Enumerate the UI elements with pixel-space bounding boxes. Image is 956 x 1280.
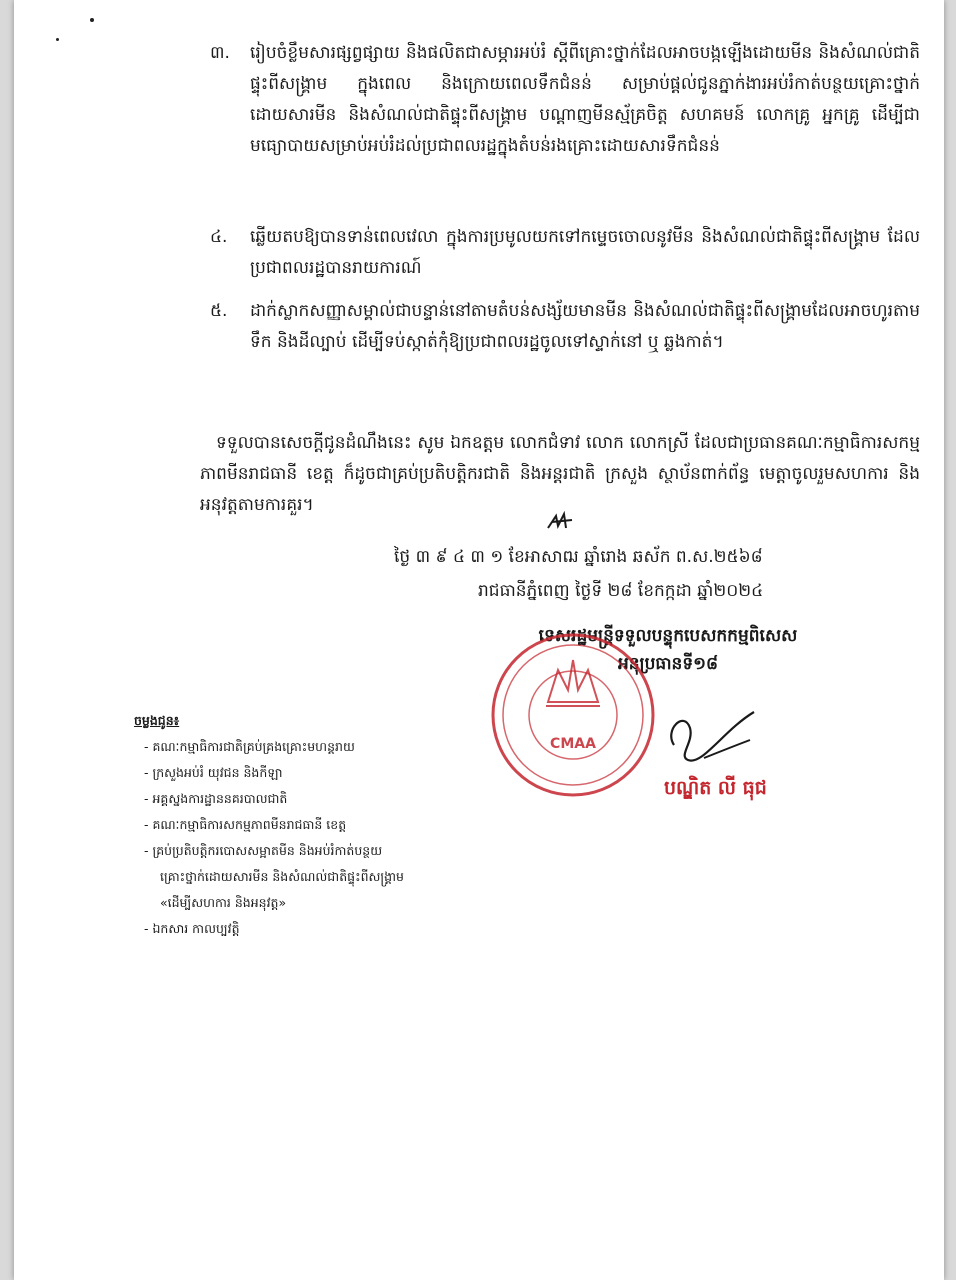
org-line-1: ទេសរដ្ឋមន្ត្រីទទួលបន្ទុកបេសកកម្មពិសេស: [538, 626, 798, 646]
item-number: ៣.: [210, 43, 230, 63]
copy-to-list: [134, 708, 574, 942]
list-item-5: [210, 296, 920, 358]
stamp-label: CMAA: [550, 736, 596, 752]
item-text: ដាក់ស្លាកសញ្ញាសម្គាល់ជាបន្ទាន់នៅតាមតំបន់សង្ស័យមានមីន និងសំណល់ជាតិផ្ទុះពីសង្គ្រាមដែលអាចហូរតាមទឹក និងដីល្បាប់ ដើម្បីទប់ស្កាត់កុំឱ្យប្រជាពលរដ្ឋចូលទៅស្ទាក់នៅ ឬ ឆ្លងកាត់។: [250, 301, 920, 352]
item-number: ៥.: [210, 301, 228, 321]
handwritten-signature: [654, 700, 764, 770]
cc-title: ចម្លងជូន៖: [134, 713, 180, 728]
list-item-3: [210, 38, 920, 162]
cc-item: «ដើម្បីសហការ និងអនុវត្ត»: [160, 895, 287, 910]
org-line-2: អនុប្រធានទី១៨: [617, 654, 719, 674]
item-text: ឆ្លើយតបឱ្យបានទាន់ពេលវេលា ក្នុងការប្រមូលយកទៅកម្ទេចចោលនូវមីន និងសំណល់ជាតិផ្ទុះពីសង្គ្រាម ដែលប្រជាពលរដ្ឋបានរាយការណ៍: [250, 227, 920, 278]
signer-name: បណ្ឌិត លី ធុជ: [664, 777, 767, 799]
cc-item: - អគ្គស្នងការដ្ឋាននគរបាលជាតិ: [144, 791, 288, 806]
closing-paragraph: ទទួលបានសេចក្តីជូនដំណឹងនេះ សូម ឯកឧត្តម លោកជំទាវ លោក លោកស្រី ដែលជាប្រធានគណៈកម្មាធិការសកម្មភាពមីនរាជធានី ខេត្ត ក៏ដូចជាគ្រប់ប្រតិបត្តិករជាតិ និងអន្តរជាតិ ក្រសួង ស្ថាប័នពាក់ព័ន្ធ មេត្តាចូលរួមសហការ និងអនុវត្តតាមការគួរ។: [200, 433, 920, 515]
item-number: ៤.: [210, 227, 228, 247]
speck: [90, 18, 94, 22]
item-text: រៀបចំខ្លឹមសារផ្សព្វផ្សាយ និងផលិតជាសម្ភារអប់រំ ស្តីពីគ្រោះថ្នាក់ដែលអាចបង្កឡើងដោយមីន និងសំណល់ជាតិផ្ទុះពីសង្គ្រាម ក្នុងពេល និងក្រោយពេលទឹកជំនន់ សម្រាប់ផ្តល់ជូនភ្នាក់ងារអប់រំកាត់បន្ថយគ្រោះថ្នាក់ដោយសារមីន និងសំណល់ជាតិផ្ទុះពីសង្គ្រាម បណ្តាញមីនស្ម័គ្រចិត្ត សហគមន៍ លោកគ្រូ អ្នកគ្រូ ដើម្បីជាមធ្យោបាយសម្រាប់អប់រំដល់ប្រជាពលរដ្ឋក្នុងតំបន់រងគ្រោះដោយសារទឹកជំនន់: [250, 43, 920, 156]
cc-item: - ក្រសួងអប់រំ យុវជន និងកីឡា: [144, 765, 283, 780]
cc-item: គ្រោះថ្នាក់ដោយសារមីន និងសំណល់ជាតិផ្ទុះពីសង្គ្រាម: [160, 869, 404, 884]
list-item-4: [210, 222, 920, 284]
initials-mark: [546, 510, 576, 534]
solar-date: រាជធានីភ្នំពេញ ថ្ងៃទី ២៨ ខែកក្កដា ឆ្នាំ២០២៤: [478, 581, 764, 601]
cc-item: - ឯកសារ កាលប្បវត្តិ: [144, 921, 240, 936]
speck: [56, 38, 59, 41]
cc-item: - គណៈកម្មាធិការជាតិគ្រប់គ្រងគ្រោះមហន្តរាយ: [144, 739, 355, 754]
lunar-date: ថ្ងៃ ៣ ៩ ៤ ៣ ១ ខែអាសាឍ ឆ្នាំរោង ឆស័ក ព.ស.២៥៦៨: [394, 547, 763, 567]
cc-item: - គ្រប់ប្រតិបត្តិករបោសសម្អាតមីន និងអប់រំកាត់បន្ថយ: [144, 843, 383, 858]
cc-item: - គណៈកម្មាធិការសកម្មភាពមីនរាជធានី ខេត្ត: [144, 817, 347, 832]
document-page: [14, 0, 944, 1280]
